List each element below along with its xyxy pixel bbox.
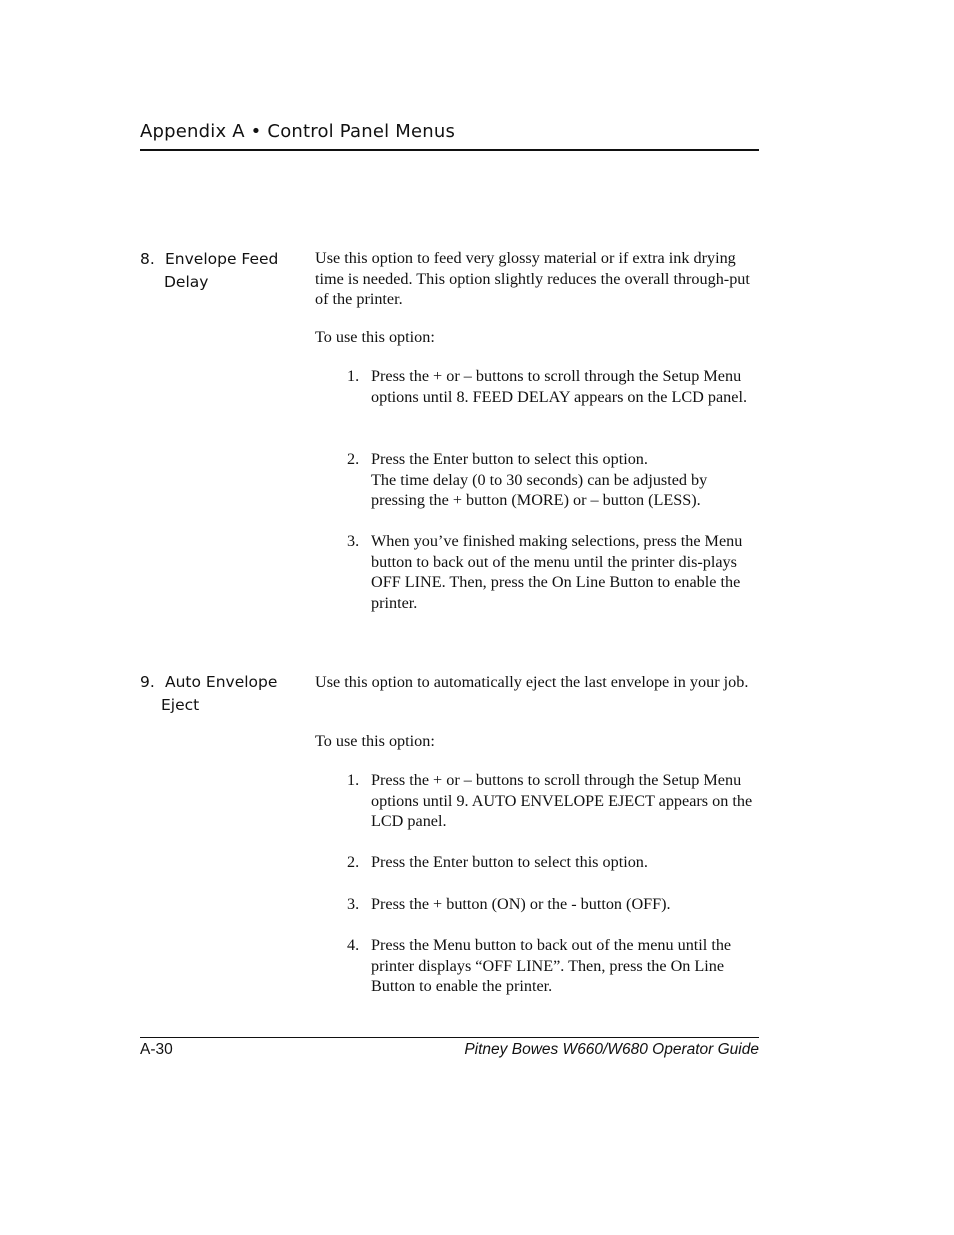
- section-9-lead: To use this option:: [315, 732, 435, 750]
- step-number: 3.: [347, 895, 360, 913]
- section-8-lead: To use this option:: [315, 328, 435, 346]
- step-text: When you’ve finished making selections, press the Menu button to back out of the menu until the printer dis-plays OFF LINE. Then, press the On Line Button to enable the printer.: [371, 532, 743, 612]
- section-title-line2: Delay: [164, 273, 209, 291]
- section-number: 9.: [140, 673, 155, 691]
- page-number: A-30: [140, 1041, 173, 1058]
- step-text: Press the + button (ON) or the - button (OFF).: [371, 895, 671, 913]
- section-title-line1: Envelope Feed: [165, 250, 279, 268]
- step-item: [347, 852, 759, 873]
- step-item: [347, 770, 759, 832]
- step-number: 1.: [347, 771, 360, 789]
- step-item: [347, 935, 759, 997]
- step-number: 3.: [347, 532, 360, 550]
- section-8-intro: Use this option to feed very glossy material or if extra ink drying time is needed. This option slightly reduces the overall through-put of the printer.: [315, 249, 750, 309]
- step-text: Press the Enter button to select this option.: [371, 450, 648, 468]
- step-number: 2.: [347, 853, 360, 871]
- section-9-intro: Use this option to automatically eject the last envelope in your job.: [315, 673, 749, 691]
- header-title: Appendix A • Control Panel Menus: [140, 121, 456, 142]
- step-item: [347, 449, 759, 511]
- page-header: [140, 121, 759, 151]
- section-number: 8.: [140, 250, 155, 268]
- guide-title: Pitney Bowes W660/W680 Operator Guide: [464, 1041, 759, 1058]
- step-text: Press the + or – buttons to scroll through the Setup Menu options until 9. AUTO ENVELOPE EJECT appears on the LCD panel.: [371, 771, 753, 831]
- section-9-heading: [140, 671, 277, 717]
- footer-divider: [140, 1037, 759, 1038]
- step-text: Press the + or – buttons to scroll through the Setup Menu options until 8. FEED DELAY appears on the LCD panel.: [371, 367, 748, 406]
- step-item: [347, 894, 759, 915]
- section-8-heading: [140, 248, 278, 294]
- step-text-continued: The time delay (0 to 30 seconds) can be adjusted by pressing the + button (MORE) or – button (LESS).: [371, 470, 708, 510]
- step-item: [347, 531, 759, 613]
- step-text: Press the Enter button to select this option.: [371, 853, 648, 871]
- step-text: Press the Menu button to back out of the menu until the printer displays “OFF LINE”. Then, press the On Line Button to enable the printer.: [371, 936, 732, 996]
- step-number: 2.: [347, 450, 360, 468]
- step-number: 4.: [347, 936, 360, 954]
- section-title-line1: Auto Envelope: [165, 673, 278, 691]
- step-item: [347, 366, 759, 407]
- section-title-line2: Eject: [161, 696, 200, 714]
- step-number: 1.: [347, 367, 360, 385]
